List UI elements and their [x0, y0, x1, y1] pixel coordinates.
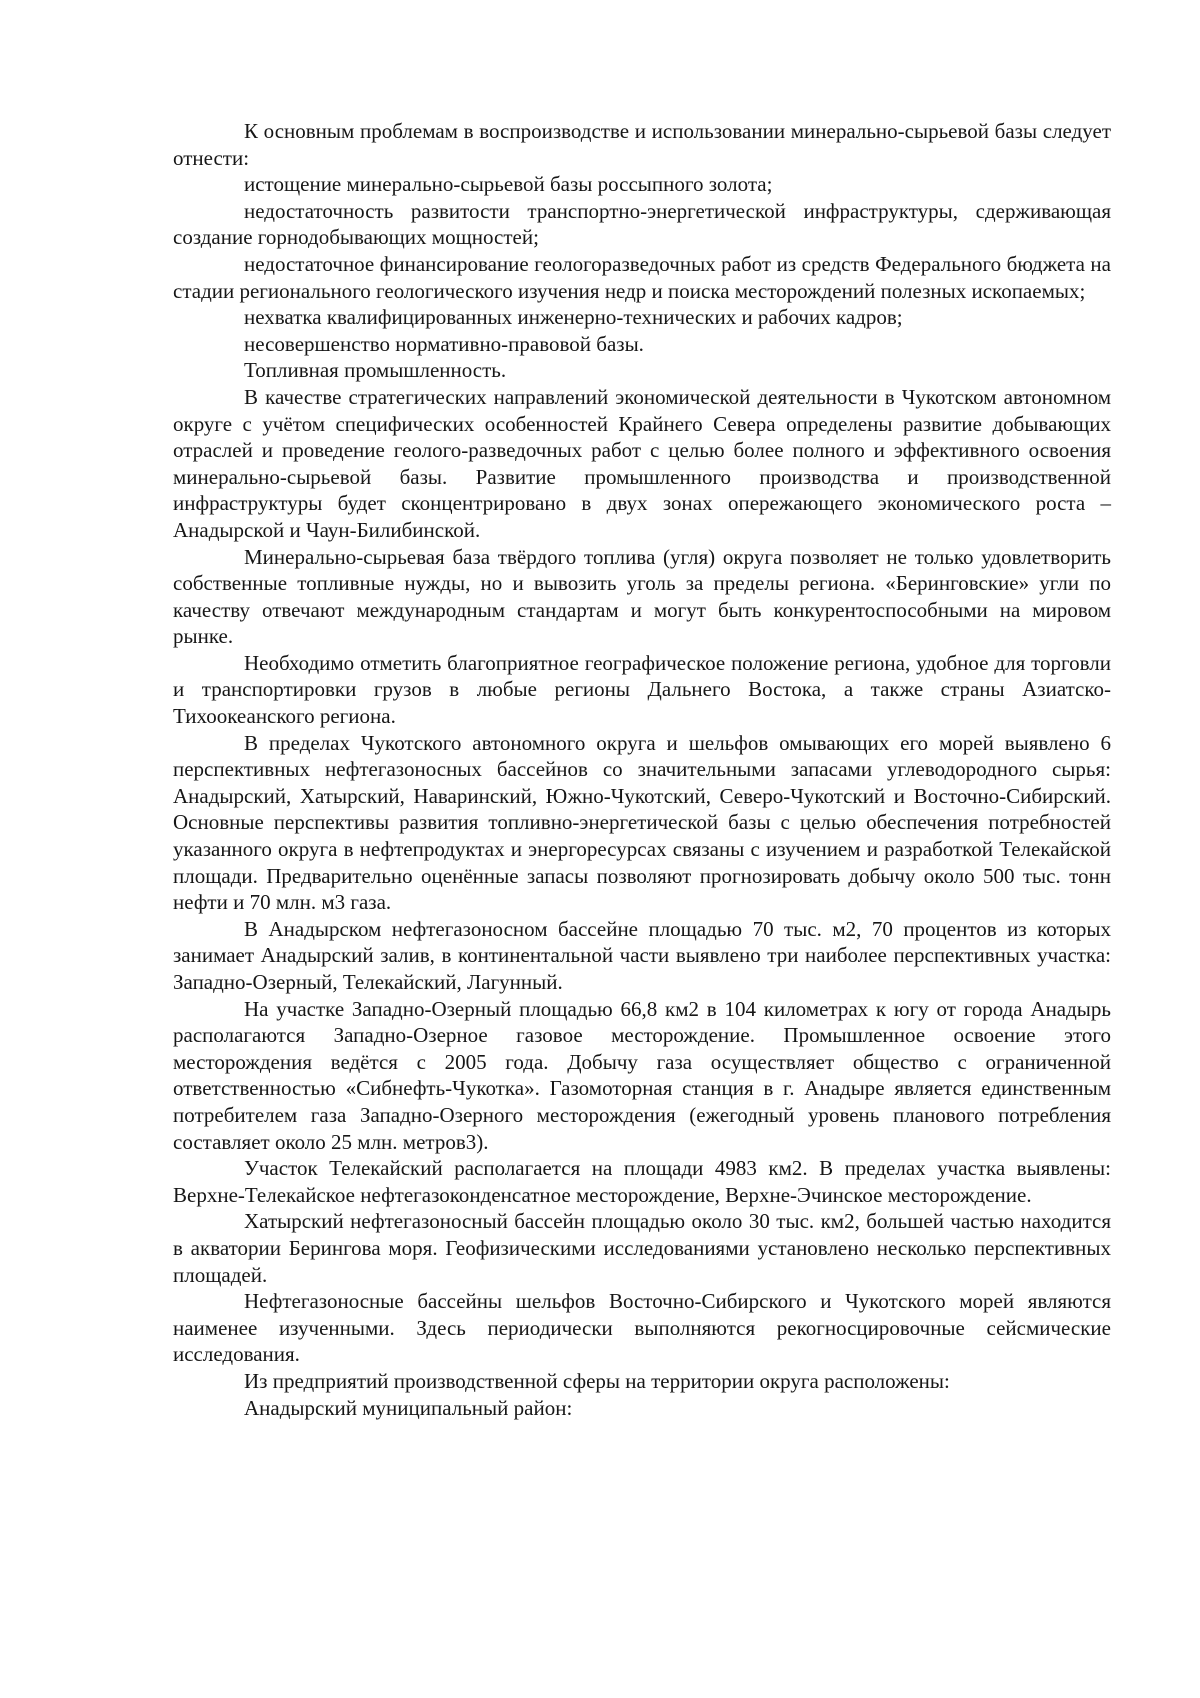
paragraph-geographic-position: Необходимо отметить благоприятное географическое положение региона, удобное для торговли и транспортировки грузов в любые регионы Дальнего Востока, а также страны Азиатско-Тихоокеанского региона. — [173, 650, 1111, 729]
paragraph-telekai: Участок Телекайский располагается на площади 4983 км2. В пределах участка выявлены: Верхне-Телекайское нефтегазоконденсатное месторождение, Верхне-Эчинское месторождение. — [173, 1156, 1111, 1207]
paragraph-legal-base: несовершенство нормативно-правовой базы. — [244, 331, 644, 356]
paragraph-oil-gas-basins: В пределах Чукотского автономного округа и шельфов омывающих его морей выявлено 6 перспективных нефтегазоносных бассейнов со значительными запасами углеводородного сырья: Анадырский, Хатырский, Наваринский, Южно-Чукотский, Северо-Чукотский и Восточно-Сибирский. Основные перспективы развития топливно-энергетической базы с целью обеспечения потребностей указанного округа в нефтепродуктах и энергоресурсах связаны с изучением и разработкой Телекайской площади. Предварительно оценённые запасы позволяют прогнозировать добычу около 500 тыс. тонн нефти и 70 млн. м3 газа. — [173, 730, 1111, 915]
paragraph-strategic-directions: В качестве стратегических направлений экономической деятельности в Чукотском автономном округе с учётом специфических особенностей Крайнего Севера определены развитие добывающих отраслей и проведение геолого-разведочных работ с целью более полного и эффективного освоения минерально-сырьевой базы. Развитие промышленного производства и производственной инфраструктуры будет сконцентрировано в двух зонах опережающего экономического роста – Анадырской и Чаун-Билибинской. — [173, 384, 1111, 542]
paragraph-anadyr-district: Анадырский муниципальный район: — [244, 1395, 573, 1420]
paragraph-gold-depletion: истощение минерально-сырьевой базы россыпного золота; — [244, 172, 773, 197]
paragraph-khatyrka-basin: Хатырский нефтегазоносный бассейн площадью около 30 тыс. км2, большей частью находится в акватории Берингова моря. Геофизическими исследованиями установлено несколько перспективных площадей. — [173, 1209, 1111, 1287]
paragraph-infrastructure: недостаточность развитости транспортно-энергетической инфраструктуры, сдерживающая создание горнодобывающих мощностей; — [173, 198, 1111, 250]
paragraph-shelf-basins: Нефтегазоносные бассейны шельфов Восточно-Сибирского и Чукотского морей являются наименее изученными. Здесь периодически выполняются рекогносцировочные сейсмические исследования. — [173, 1289, 1111, 1367]
paragraph-fuel-industry-heading: Топливная промышленность. — [244, 358, 507, 383]
paragraph-zapadno-ozerny: На участке Западно-Озерный площадью 66,8 км2 в 104 километрах к югу от города Анадырь располагаются Западно-Озерное газовое месторождение. Промышленное освоение этого месторождения ведётся с 2005 года. Добычу газа осуществляет общество с ограниченной ответственностью «Сибнефть-Чукотка». Газомоторная станция в г. Анадыре является единственным потребителем газа Западно-Озерного месторождения (ежегодный уровень планового потребления составляет около 25 млн. метров3). — [173, 996, 1111, 1154]
paragraph-anadyr-basin: В Анадырском нефтегазоносном бассейне площадью 70 тыс. м2, 70 процентов из которых занимает Анадырский залив, в континентальной части выявлено три наиболее перспективных участка: Западно-Озерный, Телекайский, Лагунный. — [173, 916, 1111, 994]
paragraph-financing: недостаточное финансирование геологоразведочных работ из средств Федерального бюджета на стадии регионального геологического изучения недр и поиска месторождений полезных ископаемых; — [173, 251, 1111, 303]
paragraph-staff-shortage: нехватка квалифицированных инженерно-технических и рабочих кадров; — [244, 305, 903, 330]
paragraph-enterprises-intro: Из предприятий производственной сферы на территории округа расположены: — [244, 1368, 950, 1393]
paragraph-mineral-problems-intro: К основным проблемам в воспроизводстве и использовании минерально-сырьевой базы следует отнести: — [173, 119, 1111, 170]
paragraph-coal-base: Минерально-сырьевая база твёрдого топлива (угля) округа позволяет не только удовлетворить собственные топливные нужды, но и вывозить уголь за пределы региона. «Беринговские» угли по качеству отвечают международным стандартам и могут быть конкурентоспособными на мировом рынке. — [173, 544, 1111, 649]
